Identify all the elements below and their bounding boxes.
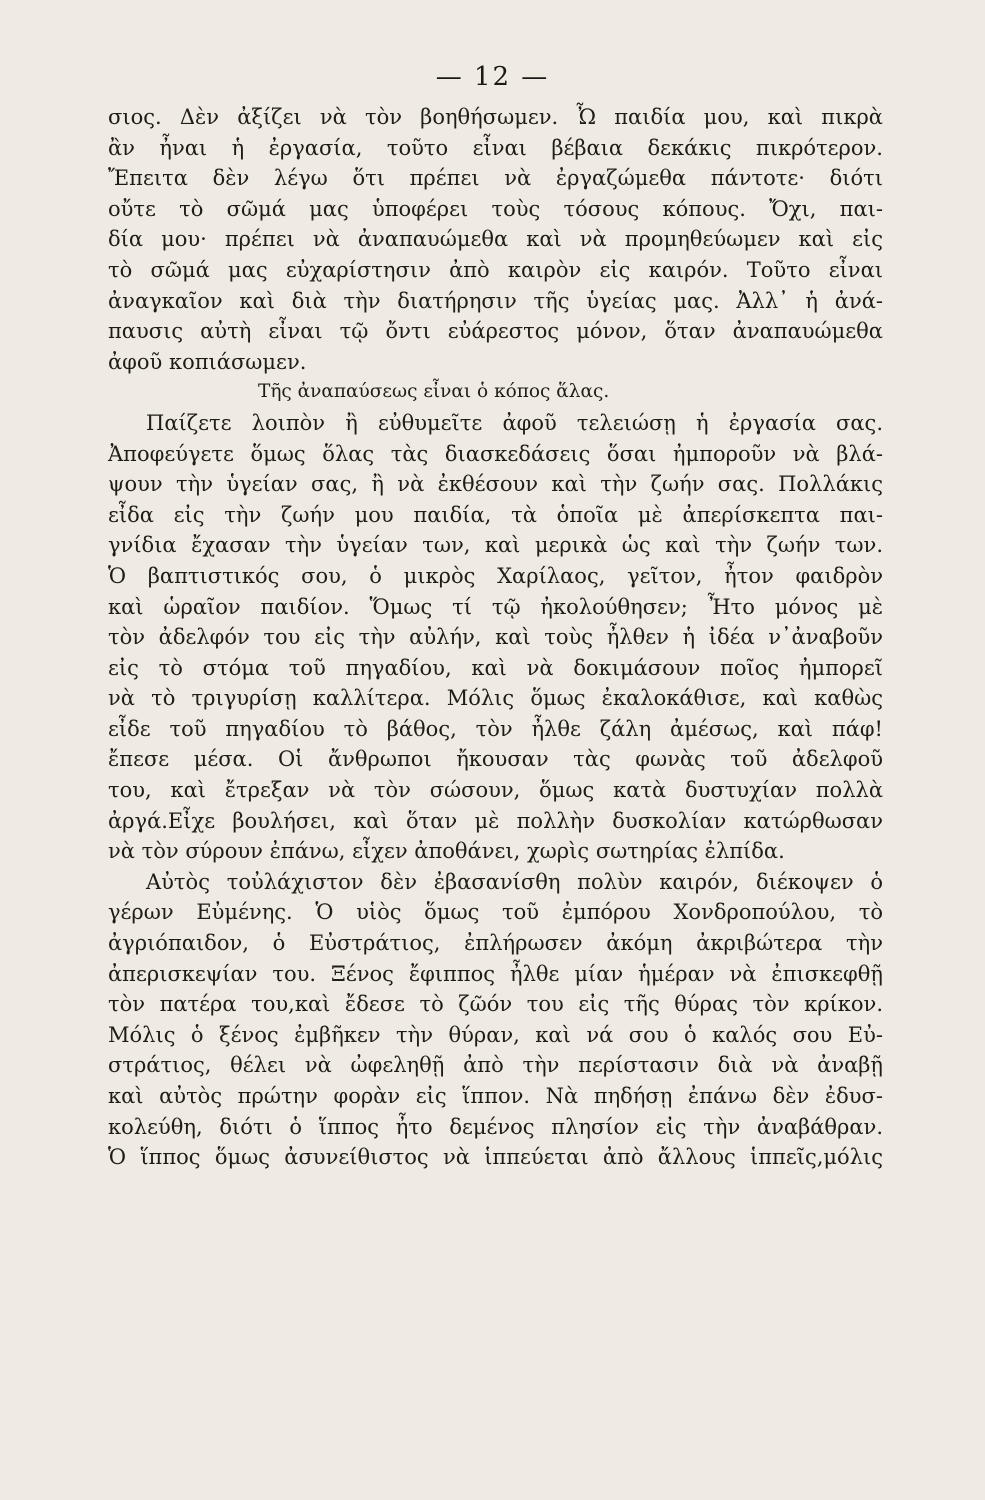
text-line: εἶδε τοῦ πηγαδίου τὸ βάθος, τὸν ἦλθε ζάλη ἀμέσως, καὶ πάφ!: [108, 716, 883, 741]
text-line: Ἔπειτα δὲν λέγω ὅτι πρέπει νὰ ἐργαζώμεθα πάντοτε· διότι: [108, 166, 883, 191]
text-line: του, καὶ ἔτρεξαν νὰ τὸν σώσουν, ὅμως κατὰ δυστυχίαν πολλὰ: [108, 778, 883, 803]
page-number: — 12 —: [435, 62, 550, 92]
text-line: Ὁ ἵππος ὅμως ἀσυνείθιστος νὰ ἱππεύεται ἀπὸ ἄλλους ἱππεῖς,μόλις: [108, 1145, 883, 1170]
text-line: κολεύθη, διότι ὁ ἵππος ἦτο δεμένος πλησίον εἰς τὴν ἀναβάθραν.: [108, 1114, 883, 1139]
text-line: Αὐτὸς τοὐλάχιστον δὲν ἐβασανίσθη πολὺν καιρόν, διέκοψεν ὁ: [146, 869, 883, 894]
text-line: ψουν τὴν ὑγείαν σας, ἢ νὰ ἐκθέσουν καὶ τὴν ζωήν σας. Πολλάκις: [108, 472, 883, 497]
text-line: γέρων Εὐμένης. Ὁ υἱὸς ὅμως τοῦ ἐμπόρου Χονδροπούλου, τὸ: [108, 900, 883, 925]
text-line: τὸν πατέρα του,καὶ ἔδεσε τὸ ζῶόν του εἰς τῆς θύρας τὸν κρίκον.: [108, 992, 883, 1017]
text-line: στράτιος, θέλει νὰ ὠφεληθῇ ἀπὸ τὴν περίστασιν διὰ νὰ ἀναβῇ: [108, 1053, 883, 1078]
text-line: ἀφοῦ κοπιάσωμεν.: [108, 349, 307, 374]
text-line: ἔπεσε μέσα. Οἱ ἄνθρωποι ἤκουσαν τὰς φωνὰς τοῦ ἀδελφοῦ: [108, 747, 883, 772]
text-line: τὸν ἀδελφόν του εἰς τὴν αὐλήν, καὶ τοὺς ἦλθεν ἡ ἰδέα ν᾽ἀναβοῦν: [108, 625, 883, 650]
text-line: τὸ σῶμά μας εὐχαρίστησιν ἀπὸ καιρὸν εἰς καιρόν. Τοῦτο εἶναι: [108, 257, 883, 282]
body-text: [108, 102, 883, 1173]
text-line: Ἀποφεύγετε ὅμως ὅλας τὰς διασκεδάσεις ὅσαι ἠμποροῦν νὰ βλά-: [108, 441, 883, 466]
text-line: νὰ τὸ τριγυρίσῃ καλλίτερα. Μόλις ὅμως ἐκαλοκάθισε, καὶ καθὼς: [108, 686, 883, 711]
text-line: γνίδια ἔχασαν τὴν ὑγείαν των, καὶ μερικὰ ὡς καὶ τὴν ζωήν των.: [108, 533, 883, 558]
text-line: ἀναγκαῖον καὶ διὰ τὴν διατήρησιν τῆς ὑγείας μας. Ἀλλ᾽ ἡ ἀνά-: [108, 288, 883, 313]
text-line: σιος. Δὲν ἀξίζει νὰ τὸν βοηθήσωμεν. Ὦ παιδία μου, καὶ πικρὰ: [108, 105, 883, 129]
text-line: παυσις αὐτὴ εἶναι τῷ ὄντι εὐάρεστος μόνον, ὅταν ἀναπαυώμεθα: [108, 319, 883, 344]
text-line: ἀργά.Εἶχε βουλήσει, καὶ ὅταν μὲ πολλὴν δυσκολίαν κατώρθωσαν: [108, 808, 883, 833]
text-line: οὔτε τὸ σῶμά μας ὑποφέρει τοὺς τόσους κόπους. Ὄχι, παι-: [108, 196, 883, 221]
text-line: εἰς τὸ στόμα τοῦ πηγαδίου, καὶ νὰ δοκιμάσουν ποῖος ἠμπορεῖ: [108, 655, 883, 680]
text-line: δία μου· πρέπει νὰ ἀναπαυώμεθα καὶ νὰ προμηθεύωμεν καὶ εἰς: [108, 227, 883, 252]
text-line: καὶ ὡραῖον παιδίον. Ὅμως τί τῷ ἠκολούθησεν; Ἦτο μόνος μὲ: [108, 594, 883, 619]
text-line: ἀπερισκεψίαν του. Ξένος ἔφιππος ἦλθε μίαν ἡμέραν νὰ ἐπισκεφθῇ: [108, 961, 883, 986]
text-line: νὰ τὸν σύρουν ἐπάνω, εἶχεν ἀποθάνει, χωρὶς σωτηρίας ἐλπίδα.: [108, 839, 785, 864]
text-line: ἀγριόπαιδον, ὁ Εὐστράτιος, ἐπλήρωσεν ἀκόμη ἀκριβώτερα τὴν: [108, 931, 883, 956]
text-line: Παίζετε λοιπὸν ἢ εὐθυμεῖτε ἀφοῦ τελειώσῃ ἡ ἐργασία σας.: [146, 410, 883, 435]
text-line: Ὁ βαπτιστικός σου, ὁ μικρὸς Χαρίλαος, γεῖτον, ἦτον φαιδρὸν: [108, 563, 883, 588]
text-line: Μόλις ὁ ξένος ἐμβῆκεν τὴν θύραν, καὶ νά σου ὁ καλός σου Εὐ-: [108, 1022, 883, 1047]
text-line: εἶδα εἰς τὴν ζωήν μου παιδία, τὰ ὁποῖα μὲ ἀπερίσκεπτα παι-: [108, 502, 883, 527]
text-line: καὶ αὐτὸς πρώτην φορὰν εἰς ἵππον. Νὰ πηδήσῃ ἐπάνω δὲν ἐδυσ-: [108, 1084, 883, 1108]
text-line: ἂν ἦναι ἡ ἐργασία, τοῦτο εἶναι βέβαια δεκάκις πικρότερον.: [108, 135, 883, 160]
epigraph-line: Τῆς ἀναπαύσεως εἶναι ὁ κόπος ἅλας.: [258, 381, 610, 403]
